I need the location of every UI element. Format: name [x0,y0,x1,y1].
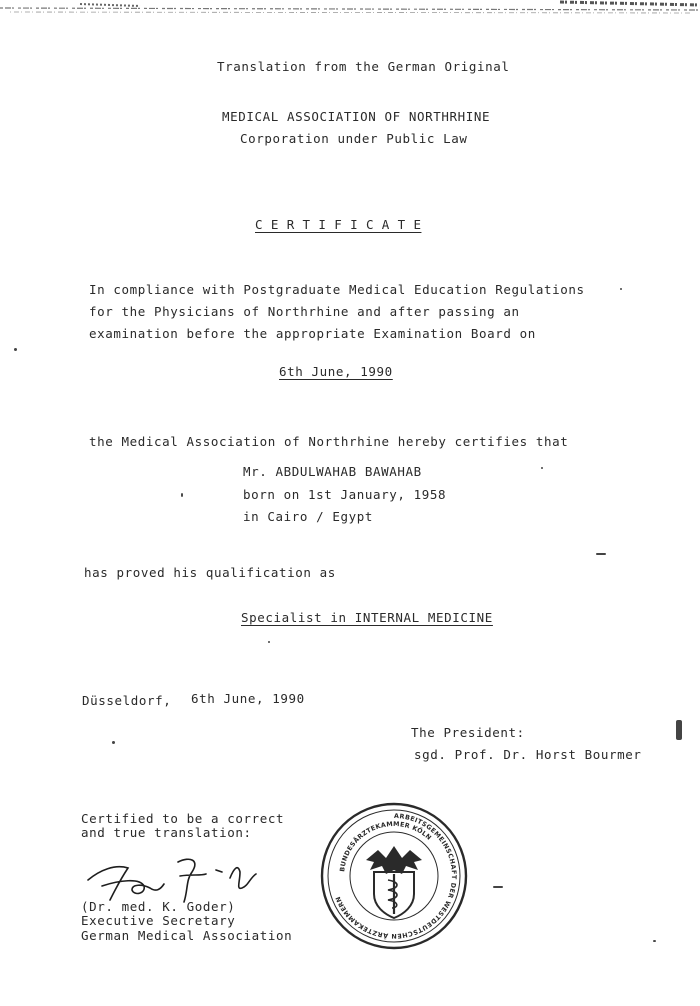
compliance-text-line-2: for the Physicians of Northrhine and after passing an [89,304,520,319]
organization-type: Corporation under Public Law [240,131,468,146]
signer-organization: German Medical Association [81,928,293,943]
scan-speck [620,288,622,290]
president-title: The President: [411,725,525,740]
organization-name: MEDICAL ASSOCIATION OF NORTHRHINE [222,109,491,124]
certified-line-1: Certified to be a correct [81,811,285,826]
scan-speck [541,467,543,469]
qualification-statement: has proved his qualification as [84,565,336,580]
handwritten-signature [80,850,270,910]
place: Düsseldorf, [82,693,172,708]
signer-role: Executive Secretary [81,913,236,928]
certified-line-2: and true translation: [81,825,252,840]
birth-date: born on 1st January, 1958 [243,487,447,502]
compliance-text-line-3: examination before the appropriate Examination Board on [89,326,536,341]
scan-speck [596,553,606,555]
scan-speck [14,348,17,351]
specialty: Specialist in INTERNAL MEDICINE [241,610,493,625]
issue-date: 6th June, 1990 [191,691,305,706]
official-seal [318,800,470,952]
exam-date: 6th June, 1990 [279,364,393,379]
signer-name: (Dr. med. K. Goder) [81,899,236,914]
certifies-statement: the Medical Association of Northrhine hereby certifies that [89,434,569,449]
seal-ring-text: ARBEITSGEMEINSCHAFT DER WESTDEUTSCHEN ÄRZTEKAMMERN [333,811,458,941]
scan-speck [181,493,183,497]
certificate-title: C E R T I F I C A T E [255,217,422,232]
translation-note: Translation from the German Original [217,59,510,74]
birth-place: in Cairo / Egypt [243,509,374,524]
seal-top-text: BUNDESÄRZTEKAMMER KÖLN [338,819,434,873]
scan-noise-top [0,0,700,20]
scan-speck [112,741,115,744]
scan-speck [493,886,503,888]
svg-text:ARBEITSGEMEINSCHAFT DER WESTDE [334,812,458,941]
scan-speck [268,641,270,643]
scan-speck [653,940,656,942]
president-name: sgd. Prof. Dr. Horst Bourmer [414,747,642,762]
person-name: Mr. ABDULWAHAB BAWAHAB [243,464,422,479]
compliance-text-line-1: In compliance with Postgraduate Medical Education Regulations [89,282,585,297]
scan-speck [676,720,682,740]
